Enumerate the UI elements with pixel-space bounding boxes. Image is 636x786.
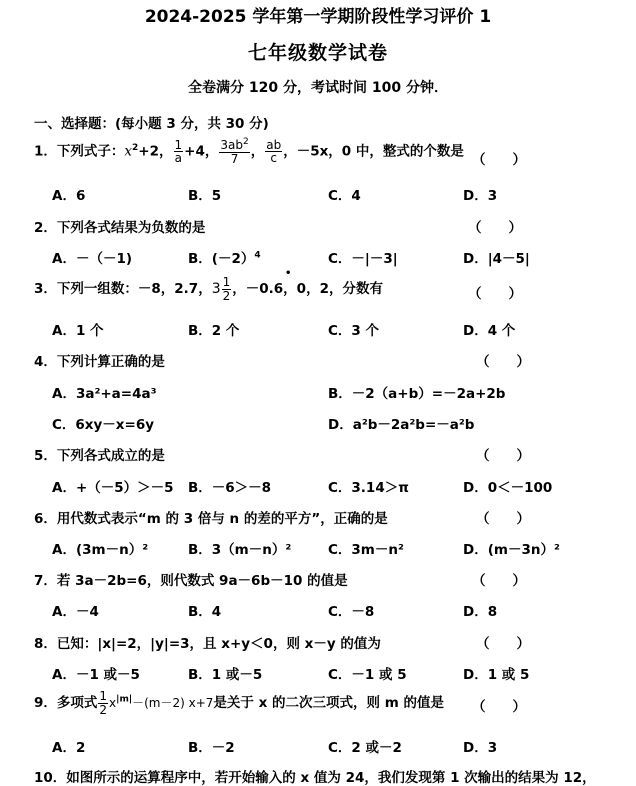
- q1-option-d[interactable]: D．3: [463, 188, 498, 204]
- q9-suffix: 是关于 x 的二次三项式，则 m 的值是: [213, 695, 444, 712]
- q5-option-c[interactable]: C．3.14＞π: [328, 480, 409, 496]
- q8-option-c[interactable]: C．－1 或 5: [328, 667, 407, 683]
- q1-option-b[interactable]: B．5: [188, 188, 222, 204]
- q9-option-b[interactable]: B．－2: [188, 740, 235, 756]
- q3-option-a[interactable]: A．1 个: [52, 323, 104, 339]
- q8-option-d[interactable]: D．1 或 5: [463, 667, 530, 683]
- q3-repeating-dot: •: [285, 268, 292, 279]
- q7-option-c[interactable]: C．－8: [328, 604, 375, 620]
- q9-expr: －(m－2) x+7: [132, 696, 214, 711]
- question-9-stem: [34, 690, 444, 716]
- q2-option-b-sup: 4: [254, 250, 261, 261]
- q1-frac1-den: a: [174, 151, 183, 166]
- q2-option-d[interactable]: D．|4－5|: [463, 251, 530, 267]
- q9-prefix: 9．多项式: [34, 695, 98, 712]
- q3-mixed-num: 1: [222, 275, 231, 289]
- q4-option-d[interactable]: D．a²b－2a²b=－a²b: [328, 417, 475, 433]
- q9-frac-num: 1: [99, 689, 108, 703]
- q9-option-d[interactable]: D．3: [463, 740, 498, 756]
- section-heading: 一、选择题：(每小题 3 分，共 30 分): [34, 116, 269, 132]
- q5-option-b[interactable]: B．－6＞－8: [188, 480, 272, 496]
- q6-option-b[interactable]: B．3（m－n）²: [188, 542, 292, 558]
- q3-option-b[interactable]: B．2 个: [188, 323, 240, 339]
- q5-answer-paren: （ ）: [476, 448, 530, 464]
- q4-option-b[interactable]: B．－2（a+b）=－2a+2b: [328, 386, 506, 402]
- q7-option-a[interactable]: A．－4: [52, 604, 99, 620]
- q9-answer-paren: （ ）: [472, 699, 526, 715]
- q1-frac3-den: c: [270, 151, 278, 166]
- q1-frac2-num: [219, 138, 249, 153]
- q6-option-a[interactable]: A．(3m－n）²: [52, 542, 149, 558]
- question-2-stem: 2．下列各式结果为负数的是: [34, 220, 206, 236]
- q1-option-a[interactable]: A．6: [52, 188, 86, 204]
- q6-option-c[interactable]: C．3m－n²: [328, 542, 404, 558]
- q1-x: x: [124, 143, 133, 160]
- q1-frac2-den: 7: [230, 151, 239, 166]
- q6-answer-paren: （ ）: [476, 511, 530, 527]
- q8-answer-paren: （ ）: [476, 636, 530, 652]
- q1-sup: 2: [132, 143, 139, 154]
- q7-option-d[interactable]: D．8: [463, 604, 498, 620]
- q3-mixed-whole: 3: [211, 281, 221, 298]
- q1-prefix: 1．下列式子：: [34, 143, 125, 160]
- q1-part4: ，－5x，0 中，整式的个数是: [283, 143, 464, 160]
- q9-frac: [98, 690, 108, 716]
- question-7-stem: 7．若 3a－2b=6，则代数式 9a－6b－10 的值是: [34, 573, 348, 589]
- q3-mixed-frac: [222, 276, 232, 302]
- q4-option-a[interactable]: A．3a²+a=4a³: [52, 386, 157, 402]
- q3-prefix: 3．下列一组数：－8，2.7，: [34, 281, 212, 298]
- q1-frac2-sup: 2: [242, 137, 249, 147]
- q9-option-c[interactable]: C．2 或－2: [328, 740, 402, 756]
- question-8-stem: 8．已知：|x|=2，|y|=3，且 x+y＜0，则 x－y 的值为: [34, 636, 381, 652]
- q1-frac-3: [265, 139, 282, 165]
- q2-option-b-text: B．(－2）: [188, 251, 255, 267]
- q7-option-b[interactable]: B．4: [188, 604, 222, 620]
- q1-part3: ，: [250, 143, 265, 160]
- q8-option-b[interactable]: B．1 或－5: [188, 667, 263, 683]
- q1-frac-2: [219, 138, 249, 165]
- q6-option-d[interactable]: D．(m－3n）²: [463, 542, 560, 558]
- q9-option-a[interactable]: A．2: [52, 740, 86, 756]
- q5-option-d[interactable]: D．0＜－100: [463, 480, 553, 496]
- question-5-stem: 5．下列各式成立的是: [34, 448, 165, 464]
- q4-option-c[interactable]: C．6xy－x=6y: [52, 417, 155, 433]
- exam-title-line1: 2024-2025 学年第一学期阶段性学习评价 1: [144, 7, 492, 27]
- q9-x: x: [109, 696, 117, 711]
- exam-title-line2: 七年级数学试卷: [247, 42, 388, 64]
- q1-answer-paren: （ ）: [472, 152, 526, 168]
- q3-mixed-den: 2: [222, 288, 231, 303]
- exam-info: 全卷满分 120 分，考试时间 100 分钟．: [188, 80, 448, 96]
- q8-option-a[interactable]: A．－1 或－5: [52, 667, 140, 683]
- question-3-stem: [34, 276, 383, 302]
- q3-answer-paren: （ ）: [468, 286, 522, 302]
- q9-sup: |m|: [116, 694, 133, 705]
- q7-answer-paren: （ ）: [472, 573, 526, 589]
- question-4-stem: 4．下列计算正确的是: [34, 354, 165, 370]
- question-6-stem: 6．用代数式表示“m 的 3 倍与 n 的差的平方”，正确的是: [34, 511, 388, 527]
- q2-option-a[interactable]: A．－（－1): [52, 251, 133, 267]
- question-1-stem: [34, 138, 464, 165]
- q3-option-d[interactable]: D．4 个: [463, 323, 516, 339]
- q2-answer-paren: （ ）: [468, 220, 522, 236]
- q3-mid: ，－0.6，0，2，分数有: [232, 281, 383, 298]
- q1-frac-1: [174, 139, 184, 165]
- q1-part: +2，: [138, 143, 173, 160]
- q9-frac-den: 2: [99, 702, 108, 717]
- q1-part2: +4，: [184, 143, 219, 160]
- q5-option-a[interactable]: A．+（－5）＞－5: [52, 480, 174, 496]
- q2-option-b[interactable]: [188, 247, 261, 267]
- q1-frac1-num: 1: [174, 137, 183, 152]
- q3-option-c[interactable]: C．3 个: [328, 323, 380, 339]
- q1-frac3-num: ab: [266, 137, 282, 152]
- q2-option-c[interactable]: C．－|－3|: [328, 251, 398, 267]
- question-10-stem: 10．如图所示的运算程序中，若开始输入的 x 值为 24，我们发现第 1 次输出的结果为 12，: [34, 770, 596, 786]
- q1-option-c[interactable]: C．4: [328, 188, 361, 204]
- q4-answer-paren: （ ）: [476, 354, 530, 370]
- q1-frac2-num-text: 3ab: [220, 138, 243, 152]
